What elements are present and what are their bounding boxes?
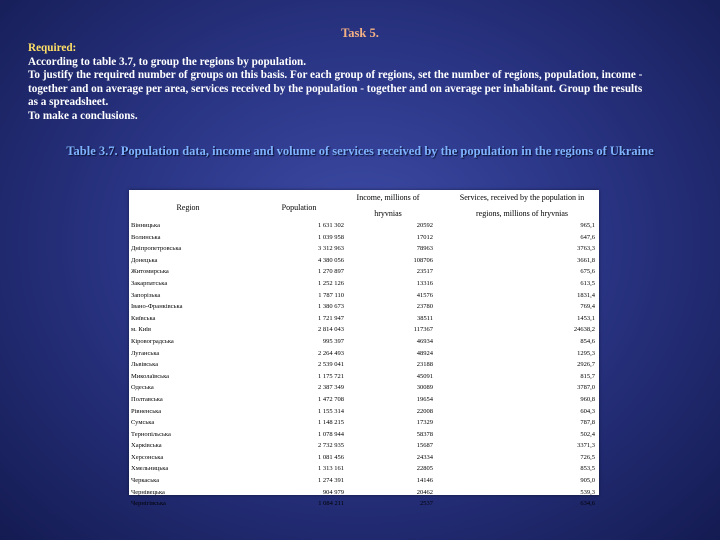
cell-income: 23517 [416, 268, 433, 276]
table-row [129, 382, 599, 394]
table-caption: Table 3.7. Population data, income and volume of services received by the population in the regions of Ukraine [66, 144, 654, 158]
cell-services: 24638,2 [573, 326, 595, 334]
cell-services: 2926,7 [577, 361, 595, 369]
cell-income: 108706 [413, 256, 433, 264]
cell-region: Вінницька [131, 222, 160, 229]
cell-services: 675,6 [580, 268, 595, 276]
table-row [129, 266, 599, 278]
cell-income: 15687 [416, 442, 433, 450]
cell-income: 78963 [416, 245, 433, 253]
table-row [129, 255, 599, 267]
cell-income: 41576 [416, 291, 433, 299]
cell-region: Полтавська [131, 395, 163, 403]
cell-services: 613,5 [580, 279, 595, 287]
cell-region: Донецька [131, 256, 158, 264]
header-population: Population [281, 203, 317, 212]
table-row [129, 463, 599, 475]
cell-income: 14146 [416, 477, 433, 485]
cell-income: 17012 [416, 233, 433, 241]
cell-income: 45091 [416, 372, 433, 380]
cell-services: 769,4 [580, 303, 595, 311]
cell-income: 23188 [416, 361, 433, 369]
cell-population: 1 175 721 [318, 372, 344, 380]
cell-population: 1 380 673 [318, 303, 344, 311]
table-row [129, 220, 599, 232]
table-row [129, 452, 599, 464]
cell-region: Херсонська [131, 453, 164, 461]
cell-region: Миколаївська [131, 372, 170, 380]
table-row [129, 313, 599, 325]
table-row [129, 336, 599, 348]
cell-services: 965,1 [580, 222, 595, 229]
cell-population: 1 084 211 [318, 500, 344, 508]
header-income: Income, millions of hryvnias [356, 193, 420, 218]
cell-income: 30089 [416, 384, 433, 392]
cell-services: 854,6 [580, 337, 595, 345]
cell-population: 1 148 215 [318, 419, 344, 427]
cell-population: 2 264 493 [318, 349, 344, 357]
cell-income: 19654 [416, 395, 433, 403]
cell-income: 46934 [416, 337, 433, 345]
cell-services: 3763,3 [577, 245, 595, 253]
table-row [129, 487, 599, 499]
table-body [129, 220, 599, 510]
cell-services: 3371,3 [577, 442, 595, 450]
cell-region: Львівська [131, 361, 159, 369]
requirements-line: together and on average per area, services received by the population - together and on average per inhabitant. Group the results [28, 82, 643, 95]
cell-services: 905,0 [580, 477, 595, 485]
requirements-line: To make a conclusions. [28, 109, 138, 122]
cell-population: 2 732 935 [318, 442, 344, 450]
cell-income: 58378 [416, 430, 433, 438]
table-row [129, 475, 599, 487]
cell-services: 502,4 [580, 430, 595, 438]
cell-region: Сумська [131, 419, 155, 427]
cell-income: 38511 [416, 314, 433, 322]
table-row [129, 406, 599, 418]
cell-services: 1453,1 [577, 314, 595, 322]
requirements-line: as a spreadsheet. [28, 96, 109, 109]
requirements-line: According to table 3.7, to group the regions by population. [28, 55, 307, 68]
header-region: Region [176, 203, 200, 212]
requirements-label: Required: [28, 42, 77, 54]
table-row [129, 348, 599, 360]
cell-region: Тернопільська [131, 430, 171, 438]
table-row [129, 290, 599, 302]
cell-income: 117367 [413, 326, 433, 334]
cell-region: Кіровоградська [131, 337, 174, 345]
cell-population: 2 814 043 [318, 326, 344, 334]
cell-services: 726,5 [580, 453, 595, 461]
cell-population: 904 979 [322, 488, 344, 496]
cell-region: Дніпропетровська [131, 245, 182, 253]
cell-population: 1 081 456 [318, 453, 344, 461]
table-row [129, 232, 599, 244]
cell-region: м. Київ [131, 326, 152, 334]
cell-region: Харківська [131, 442, 162, 450]
cell-population: 1 631 302 [318, 222, 344, 229]
cell-region: Черкаська [131, 477, 160, 485]
cell-population: 1 078 944 [318, 430, 344, 438]
cell-region: Запорізька [131, 291, 161, 299]
cell-region: Луганська [131, 349, 160, 357]
requirements-block [28, 42, 698, 124]
cell-population: 1 274 391 [318, 477, 344, 485]
cell-services: 1831,4 [577, 291, 595, 299]
cell-services: 539,3 [580, 488, 595, 496]
table-row [129, 243, 599, 255]
cell-income: 22008 [416, 407, 433, 415]
cell-population: 4 380 056 [318, 256, 344, 264]
cell-region: Житомирська [131, 268, 169, 276]
cell-population: 1 472 708 [318, 395, 344, 403]
table-row [129, 359, 599, 371]
cell-services: 960,8 [580, 395, 595, 403]
cell-population: 1 270 897 [318, 268, 344, 276]
cell-region: Хмельницька [131, 465, 169, 473]
cell-income: 20592 [416, 222, 433, 229]
cell-region: Київська [131, 314, 156, 322]
table-row [129, 394, 599, 406]
table-row [129, 278, 599, 290]
table-row [129, 417, 599, 429]
cell-population: 1 721 947 [318, 314, 344, 322]
cell-services: 815,7 [580, 372, 595, 380]
cell-services: 647,6 [580, 233, 595, 241]
cell-income: 24334 [416, 453, 433, 461]
table-row [129, 371, 599, 383]
cell-services: 787,8 [580, 419, 595, 427]
cell-services: 1295,3 [577, 349, 595, 357]
cell-region: Закарпатська [131, 279, 168, 287]
cell-services: 3787,0 [577, 384, 595, 392]
cell-population: 3 312 963 [318, 245, 344, 253]
cell-services: 634,6 [580, 500, 595, 508]
cell-population: 1 155 314 [318, 407, 344, 415]
cell-income: 20462 [416, 488, 433, 496]
cell-region: Одеська [131, 384, 154, 392]
cell-population: 1 039 958 [318, 233, 344, 241]
cell-services: 853,5 [580, 465, 595, 473]
cell-income: 2537 [420, 500, 433, 508]
cell-income: 13316 [416, 279, 433, 287]
table-row [129, 429, 599, 441]
table-row [129, 301, 599, 313]
cell-income: 17329 [416, 419, 433, 427]
slide-title: Task 5. [341, 26, 379, 40]
cell-services: 3661,8 [577, 256, 595, 264]
cell-region: Чернігівська [131, 500, 166, 508]
table-row [129, 324, 599, 336]
cell-region: Івано-Франківська [131, 303, 183, 311]
cell-population: 2 539 041 [318, 361, 344, 369]
cell-population: 1 252 126 [318, 279, 344, 287]
header-services: Services, received by the population in regions, millions of hryvnias [459, 193, 585, 218]
cell-income: 48924 [416, 349, 433, 357]
data-table [129, 190, 599, 508]
table-row [129, 498, 599, 510]
cell-region: Чернівецька [131, 488, 165, 496]
cell-region: Волинська [131, 233, 161, 241]
table-row [129, 440, 599, 452]
cell-population: 1 787 110 [318, 291, 344, 299]
cell-income: 22805 [416, 465, 433, 473]
cell-income: 23780 [416, 303, 433, 311]
cell-region: Рівненська [131, 407, 162, 415]
cell-population: 1 313 161 [318, 465, 344, 473]
requirements-line: To justify the required number of groups on this basis. For each group of regions, set the number of regions, population, income - [28, 69, 643, 82]
cell-population: 995 397 [322, 337, 344, 345]
cell-services: 604,3 [580, 407, 595, 415]
cell-population: 2 387 349 [318, 384, 344, 392]
